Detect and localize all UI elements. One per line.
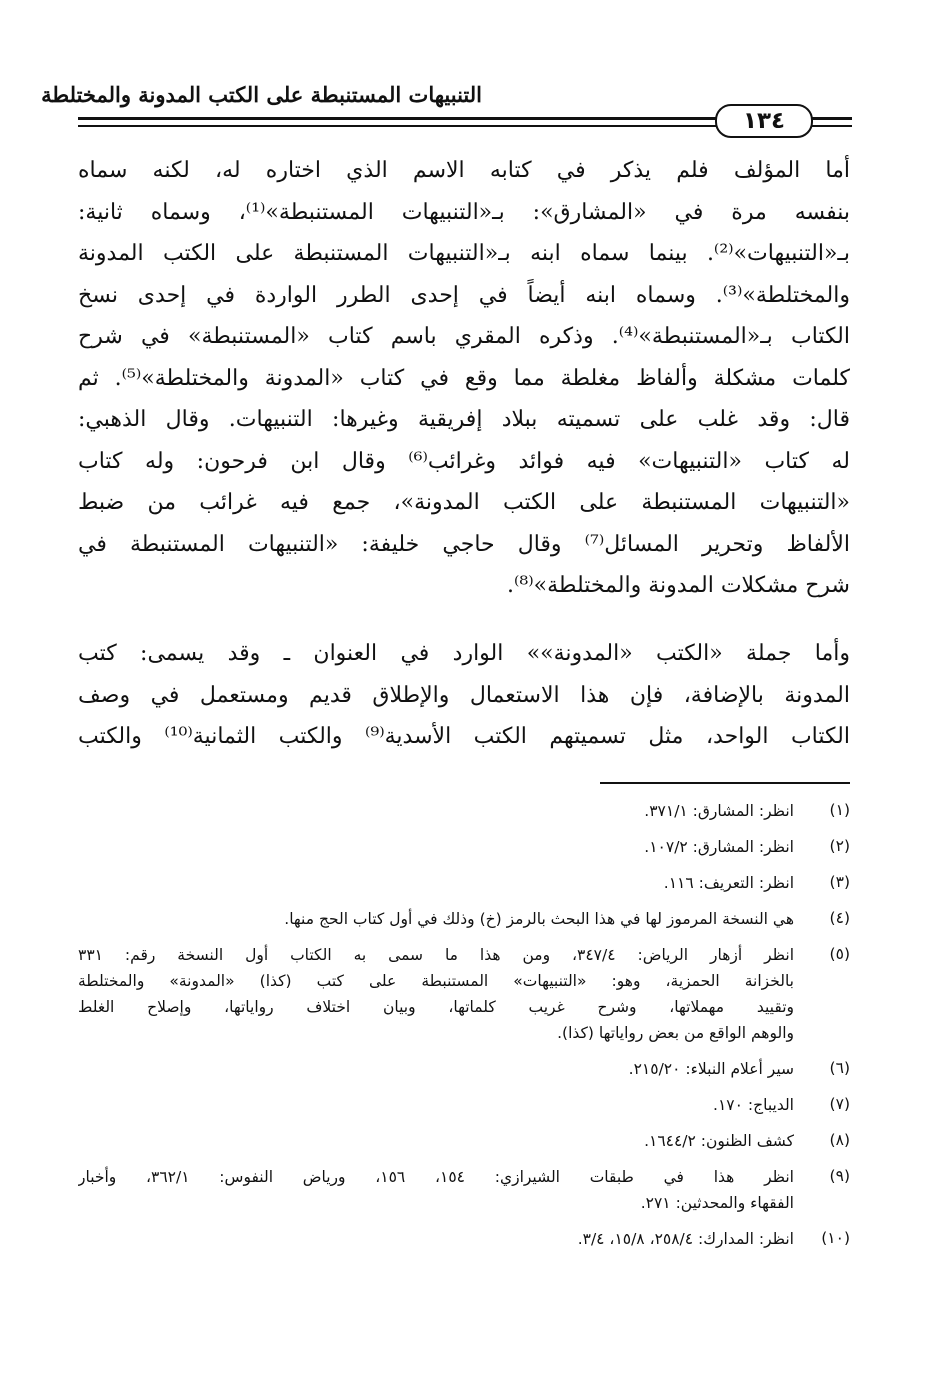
text-line: وأما جملة «الكتب «المدونة»» الوارد في العنوان ـ وقد يسمى: كتب	[78, 641, 850, 666]
footnote-text: انظر هذا في طبقات الشيرازي: ١٥٤، ١٥٦، ورياض النفوس: ٣٦٢/١، وأخبار	[78, 1168, 794, 1186]
footnote-text: انظر: المشارق: ٣٧١/١.	[644, 802, 794, 820]
footnote-number: (٢)	[829, 837, 850, 855]
page-number: ١٣٤	[715, 104, 813, 138]
footnote	[78, 1056, 850, 1082]
running-title: التنبيهات المستنبطة على الكتب المدونة والمختلطة	[41, 82, 482, 107]
text-line: «التنبيهات المستنبطة على الكتب المدونة»، جمع فيه غرائب من ضبط	[78, 490, 850, 515]
footnotes	[78, 798, 850, 1262]
footnote	[78, 870, 850, 896]
paragraph-1	[78, 150, 850, 607]
footnote-number: (٥)	[829, 945, 850, 963]
footnote	[78, 798, 850, 824]
footnote-number: (٤)	[829, 909, 850, 927]
footnote-text: هي النسخة المرموز لها في هذا البحث بالرمز (خ) وذلك في أول كتاب الحج منها.	[284, 910, 794, 928]
footnote	[78, 1164, 850, 1216]
text-line: له كتاب «التنبيهات» فيه فوائد وغرائب⁽⁶⁾ وقال ابن فرحون: وله كتاب	[78, 448, 850, 474]
text-line: والمختلطة»⁽³⁾. وسماه ابنه أيضاً في إحدى الطرر الواردة في إحدى نسخ	[78, 282, 850, 308]
text-line: بـ«التنبيهات»⁽²⁾. بينما سماه ابنه بـ«التنبيهات المستنبطة على الكتب المدونة	[78, 241, 850, 266]
footnote-number: (٧)	[829, 1095, 850, 1113]
footnote-text: سير أعلام النبلاء: ٢١٥/٢٠.	[628, 1060, 794, 1078]
footnote-text: بالخزانة الحمزية، وهو: «التنبيهات» المستنبطة على كتب (كذا) «المدونة» والمختلطة	[78, 972, 794, 990]
footnote-text: الديباج: ١٧٠.	[713, 1096, 794, 1114]
text-line: قال: وقد غلب على تسميته ببلاد إفريقية وغيرها: التنبيهات. وقال الذهبي:	[78, 407, 850, 432]
footnote	[78, 1226, 850, 1252]
footnote-number: (٨)	[829, 1131, 850, 1149]
text-line: الكتاب الواحد، مثل تسميتهم الكتب الأسدية⁽⁹⁾ والكتب الثمانية⁽¹⁰⁾ والكتب	[78, 724, 850, 749]
footnote-number: (١)	[829, 801, 850, 819]
footnote-text: انظر أزهار الرياض: ٣٤٧/٤، ومن هذا ما سمى به الكتاب أول النسخة رقم: ٣٣١	[78, 946, 794, 964]
text-line: أما المؤلف فلم يذكر في كتابه الاسم الذي اختاره له، لكنه سماه	[78, 158, 850, 183]
footnote-text: انظر: المشارق: ١٠٧/٢.	[644, 838, 794, 856]
text-line: بنفسه مرة في «المشارق»: بـ«التنبيهات المستنبطة»⁽¹⁾، وسماه ثانية:	[78, 199, 850, 225]
footnote	[78, 942, 850, 1046]
paragraph-2	[78, 633, 850, 758]
footnote-text: الفقهاء والمحدثين: ٢٧١.	[640, 1194, 794, 1212]
footnote	[78, 1128, 850, 1154]
footnote-number: (٦)	[829, 1059, 850, 1077]
footnote-text: كشف الظنون: ١٦٤٤/٢.	[644, 1132, 794, 1150]
text-line: الألفاظ وتحرير المسائل⁽⁷⁾ وقال حاجي خليفة: «التنبيهات المستنبطة في	[78, 531, 850, 557]
footnote-text: انظر: التعريف: ١١٦.	[663, 874, 794, 892]
text-line: شرح مشكلات المدونة والمختلطة»⁽⁸⁾.	[507, 573, 850, 598]
text-line: كلمات مشكلة وألفاظ مغلطة مما وقع في كتاب «المدونة والمختلطة»⁽⁵⁾. ثم	[78, 365, 850, 391]
footnote-number: (١٠)	[821, 1229, 850, 1247]
footnote-text: انظر: المدارك: ٢٥٨/٤، ١٥/٨، ٣/٤.	[577, 1230, 794, 1248]
footnote-number: (٣)	[829, 873, 850, 891]
footnote-text: وتقييد مهملاتها، وشرح غريب كلماتها، وبيان اختلاف رواياتها، وإصلاح الغلط	[78, 998, 794, 1016]
footnote	[78, 1092, 850, 1118]
text-line: المدونة بالإضافة، فإن هذا الاستعمال والإطلاق قديم ومستعمل في وصف	[78, 682, 850, 708]
footnote-number: (٩)	[829, 1167, 850, 1185]
footnote	[78, 834, 850, 860]
text-line: الكتاب بـ«المستنبطة»⁽⁴⁾. وذكره المقري باسم كتاب «المستنبطة» في شرح	[78, 324, 850, 349]
footnote-separator	[600, 782, 850, 784]
footnote-text: والوهم الواقع من بعض رواياتها (كذا).	[557, 1024, 794, 1042]
footnote	[78, 906, 850, 932]
